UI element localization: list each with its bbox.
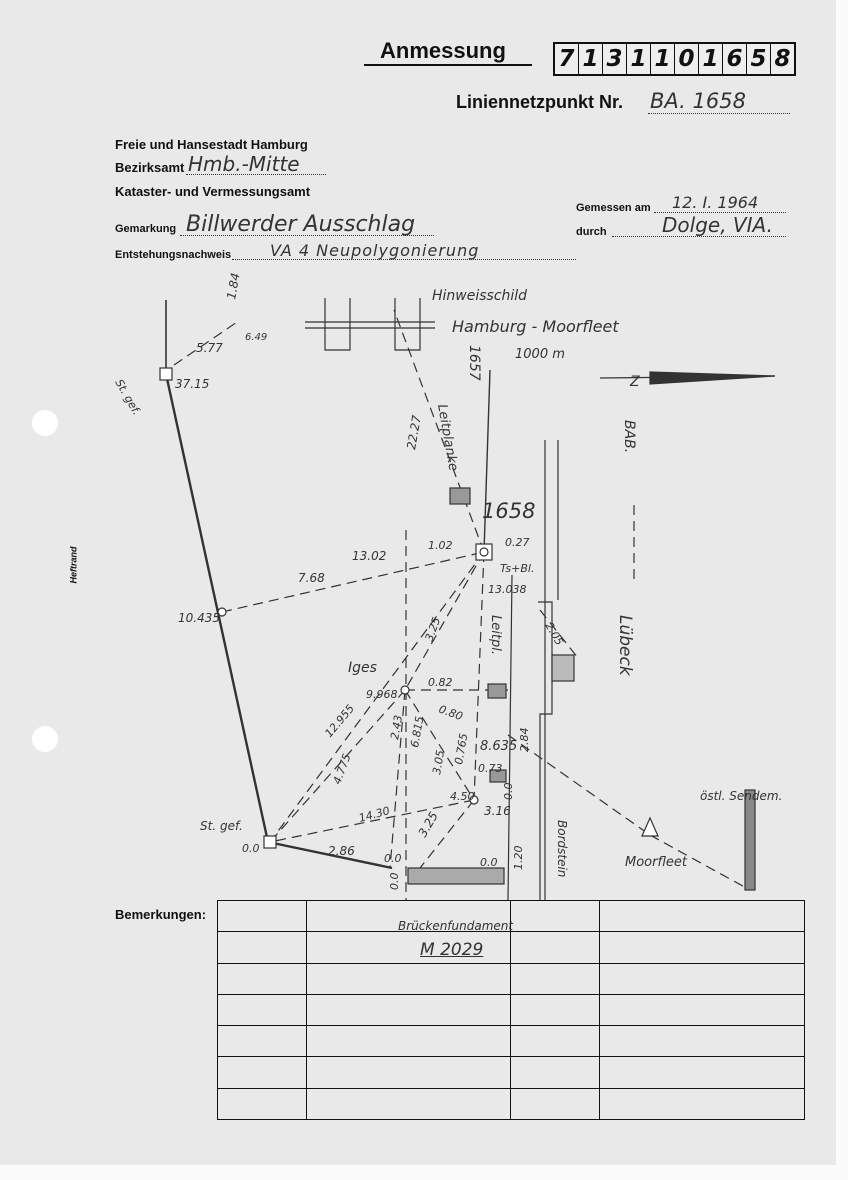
number-digit: 7: [555, 44, 579, 74]
measured-value: 12. I. 1964: [672, 193, 759, 212]
measurement-value: 0.0: [388, 872, 401, 890]
by-value: Dolge, VIA.: [662, 213, 773, 237]
table-row: [218, 901, 805, 932]
measurement-value: 10.435: [178, 611, 220, 625]
number-digit: 1: [699, 44, 723, 74]
measurement-value: 3.25: [422, 615, 444, 644]
measured-label: Gemessen am: [576, 202, 651, 214]
measurement-value: 2.05: [542, 620, 566, 648]
district-value: Hmb.-Mitte: [188, 152, 300, 176]
intersection-point: [401, 686, 409, 694]
gemarkung-label: Gemarkung: [115, 223, 177, 235]
gemarkung-value: Billwerder Ausschlag: [186, 212, 416, 237]
measurement-value: 3.16: [484, 804, 511, 818]
tower-mast: [745, 790, 755, 890]
measurement-value: 22.27: [404, 414, 424, 451]
table-row: [218, 1088, 805, 1119]
table-row: [218, 932, 805, 963]
measurement-value: 0.0: [242, 842, 260, 855]
measurement-value: 0.0: [384, 852, 402, 865]
measurement-value: 7.68: [298, 571, 325, 585]
origin-label: Entstehungsnachweis: [115, 249, 232, 261]
intersection-label: Iges: [348, 660, 377, 676]
box-marker: [552, 655, 574, 681]
sign-distance: 1000 m: [515, 347, 565, 362]
measurement-value: 1.84: [224, 271, 243, 301]
measurement-value: 8.635: [480, 739, 518, 754]
measurement-value: 2.84: [518, 727, 531, 752]
district-label: Bezirksamt: [115, 160, 185, 175]
neighbor-point-label: 1657: [466, 345, 482, 381]
number-digit: 0: [675, 44, 699, 74]
number-digit: 6: [723, 44, 747, 74]
station-label-top: St. gef.: [112, 377, 144, 418]
by-label: durch: [576, 226, 607, 238]
foundation-block: [408, 868, 504, 884]
remarks-label: Bemerkungen:: [115, 907, 207, 922]
measurement-value: 9.968: [366, 688, 398, 701]
measurement-value: 0.765: [452, 732, 471, 766]
m-number: M 2029: [420, 940, 484, 960]
number-digit: 5: [747, 44, 771, 74]
point-label: Liniennetzpunkt Nr.: [456, 92, 624, 112]
curb-label: Bordstein: [555, 820, 569, 878]
point-1658-circle: [480, 548, 488, 556]
measurement-value: 6.49: [245, 332, 268, 343]
foundation-label: Brückenfundament: [398, 919, 514, 933]
direction-label: Lübeck: [615, 615, 635, 676]
measurement-value: 0.73: [478, 762, 503, 775]
north-arrow-head: [650, 372, 775, 384]
measurement-value: 3.05: [430, 749, 448, 776]
origin-value: VA 4 Neupolygonierung: [270, 241, 480, 260]
measurement-value: 6.815: [408, 715, 427, 749]
guardrail-label-2: Leitpl.: [488, 615, 503, 655]
measurement-value: 13.038: [488, 583, 527, 596]
number-digit: 3: [603, 44, 627, 74]
measurement-value: 1.02: [428, 539, 453, 552]
table-row: [218, 994, 805, 1025]
margin-label: Heftrand: [68, 546, 79, 584]
measurement-value: 14.30: [357, 804, 392, 825]
road-label: BAB.: [621, 420, 637, 454]
hatched-marker: [450, 488, 470, 504]
measurement-value: 0.0: [480, 856, 498, 869]
measurement-labels: [175, 272, 566, 890]
hatched-marker: [488, 684, 506, 698]
place-label: Moorfleet: [625, 855, 687, 870]
authority-line: Freie und Hansestadt Hamburg: [115, 137, 308, 152]
sign-text: Hinweisschild: [432, 288, 528, 304]
measurement-value: 5.77: [196, 341, 223, 355]
measurement-value: 3.25: [415, 809, 441, 840]
sign-text-2: Hamburg - Moorfleet: [452, 317, 619, 336]
measurement-value: 12.955: [322, 702, 358, 740]
measurement-value: 4.775: [330, 751, 354, 787]
sign-post: [325, 298, 350, 350]
measurement-value: 37.15: [175, 377, 210, 391]
station-label-left: St. gef.: [200, 819, 243, 833]
measurement-value: 0.27: [505, 536, 530, 549]
form-title: Anmessung: [380, 38, 506, 63]
point-number-label: 1658: [482, 499, 536, 523]
point-note: Ts+Bl.: [500, 562, 535, 575]
table-row: [218, 1026, 805, 1057]
measurement-value: 13.02: [352, 549, 387, 563]
polygon-line-left: [166, 374, 268, 842]
measurement-value: 4.50: [450, 790, 475, 803]
church-symbol: [642, 818, 658, 836]
measurement-value: 0.0: [502, 782, 515, 800]
line-to-neighbor: [484, 370, 490, 552]
measurement-value: 1.20: [512, 845, 525, 870]
number-digit: 1: [651, 44, 675, 74]
tower-label: östl. Sendem.: [700, 789, 783, 803]
north-arrow-label: Z: [630, 374, 640, 390]
office-line: Kataster- und Vermessungsamt: [115, 184, 311, 199]
remarks-table: [217, 900, 805, 1120]
table-row: [218, 1057, 805, 1088]
point-value: BA. 1658: [650, 89, 746, 113]
guardrail-label: Leitplanke: [434, 403, 461, 473]
measurement-value: 0.82: [428, 676, 453, 689]
measurement-value: 2.43: [388, 714, 406, 741]
table-row: [218, 963, 805, 994]
station-marker: [160, 368, 172, 380]
number-digit: 8: [774, 46, 791, 72]
measurement-value: 0.80: [436, 702, 465, 724]
measurement-value: 2.86: [328, 844, 355, 858]
station-marker: [264, 836, 276, 848]
number-digit: 1: [627, 44, 651, 74]
number-digit: 1: [579, 44, 603, 74]
